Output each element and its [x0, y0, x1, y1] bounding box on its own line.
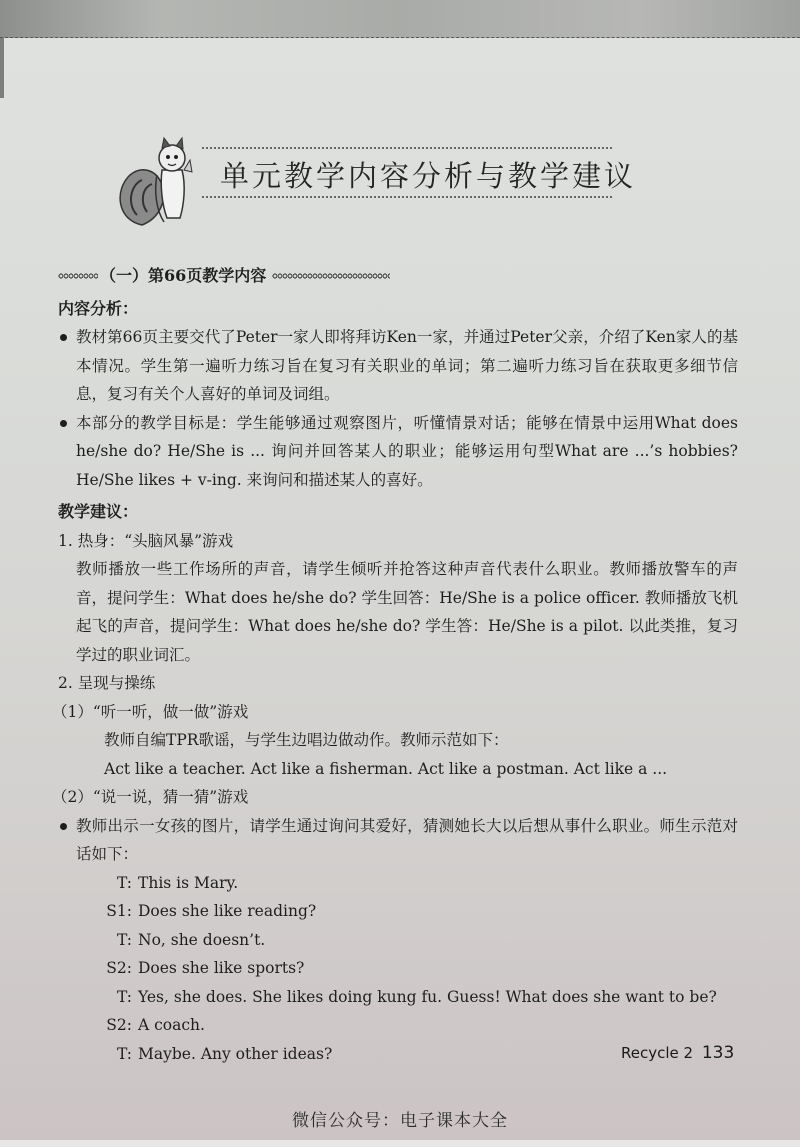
dialog-speaker: T:: [116, 987, 132, 1006]
dialog-text: No, she doesn’t.: [138, 930, 266, 949]
section-heading-text: （一）第66页教学内容: [100, 266, 267, 285]
banner-dotted-rule-bottom: [202, 196, 612, 198]
watermark-text: 微信公众号：电子课本大全: [292, 1111, 508, 1131]
chapter-banner: [112, 130, 637, 225]
dialog: [58, 869, 738, 1069]
dialog-text: Maybe. Any other ideas?: [138, 1044, 333, 1063]
step1-text: 教师播放一些工作场所的声音，请学生倾听并抢答这种声音代表什么职业。教师播放警车的声音，提问学生：What does he/she do? 学生回答：He/She is a police officer. 教师播放飞机起飞的声音，提问学生：What does he/she do? 学生答：He/She is a pilot. 以此类推，复习学过的职业词汇。: [76, 560, 738, 664]
dialog-speaker: T:: [116, 930, 132, 949]
dialog-text: This is Mary.: [138, 873, 239, 892]
chain-decoration-icon: [272, 273, 390, 279]
dialog-text: Does she like sports?: [138, 959, 305, 977]
game1-title: （1）“听一听，做一做”游戏: [52, 702, 249, 721]
game2-title: （2）“说一说，猜一猜”游戏: [52, 788, 249, 806]
chapter-title: 单元教学内容分析与教学建议: [220, 159, 637, 193]
section-heading: [58, 262, 738, 291]
game1-example: Act like a teacher. Act like a fisherman. Act like a postman. Act like a ...: [104, 759, 668, 778]
dialog-line: [104, 926, 738, 955]
dialog-line: [104, 897, 738, 926]
dialog-text: A coach.: [138, 1016, 205, 1034]
page-footer: [621, 1043, 734, 1063]
dialog-speaker: S2:: [106, 1016, 132, 1034]
dialog-text: Yes, she does. She likes doing kung fu. Guess! What does she want to be?: [138, 987, 717, 1006]
dialog-line: [104, 954, 738, 983]
page-number: 133: [701, 1043, 735, 1063]
book-spine-background: [0, 0, 800, 38]
dialog-speaker: S2:: [106, 959, 132, 977]
suggestions-label: 教学建议：: [58, 502, 139, 521]
game2-bullet: 教师出示一女孩的图片，请学生通过询问其爱好，猜测她长大以后想从事什么职业。师生示范对话如下：: [58, 812, 738, 869]
dialog-speaker: T:: [116, 1044, 132, 1063]
page-bottom-edge: [0, 1140, 800, 1147]
squirrel-icon: [112, 130, 212, 230]
analysis-bullet: 本部分的教学目标是：学生能够通过观察图片，听懂情景对话；能够在情景中运用What does he/she do? He/She is ... 询问并回答某人的职业；能够运用句型What are ...’s hobbies? He/She likes + v-ing. 来询问和描述某人的喜好。: [58, 409, 738, 495]
dialog-line: [104, 869, 738, 898]
banner-dotted-rule-top: [202, 147, 612, 149]
dialog-speaker: S1:: [106, 902, 132, 920]
unit-label: Recycle 2: [621, 1044, 694, 1062]
main-content: [52, 262, 738, 1068]
dialog-line: [104, 1011, 738, 1040]
analysis-bullet: 教材第66页主要交代了Peter一家人即将拜访Ken一家，并通过Peter父亲，介绍了Ken家人的基本情况。学生第一遍听力练习旨在复习有关职业的单词；第二遍听力练习旨在获取更多细节信息，复习有关个人喜好的单词及词组。: [58, 323, 738, 409]
dialog-text: Does she like reading?: [138, 902, 317, 920]
dialog-speaker: T:: [116, 873, 132, 892]
step2-title: 2. 呈现与操练: [58, 674, 156, 692]
dialog-line: [104, 983, 738, 1012]
step1-title: 1. 热身：“头脑风暴”游戏: [58, 531, 234, 550]
chain-decoration-icon: [58, 273, 98, 279]
game1-text: 教师自编TPR歌谣，与学生边唱边做动作。教师示范如下：: [104, 731, 509, 749]
content-analysis-label: 内容分析：: [58, 298, 139, 318]
